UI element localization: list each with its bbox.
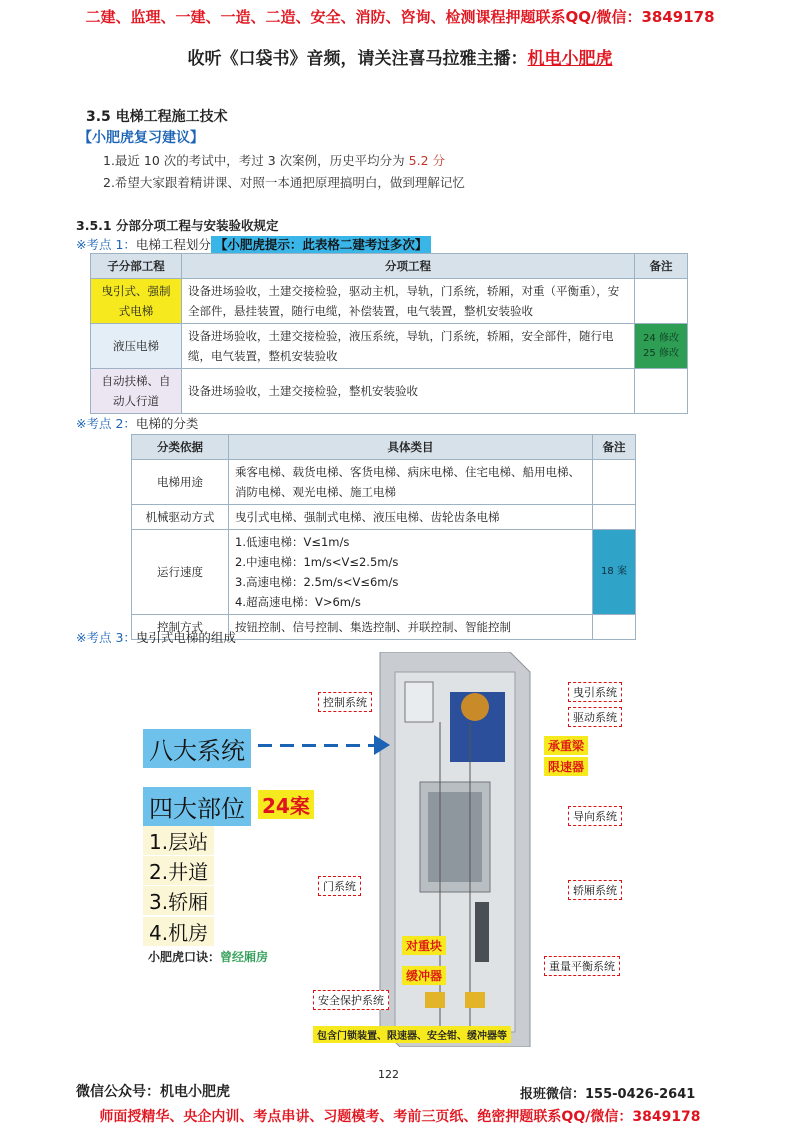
col-header: 子分部工程 — [91, 254, 182, 279]
tag-control: 控制系统 — [318, 692, 372, 712]
tip-line-1-text: 1.最近 10 次的考试中，考过 3 次案例，历史平均分为 — [103, 153, 409, 168]
row-items: 设备进场验收，土建交接检验，整机安装验收 — [182, 369, 635, 414]
audio-promo — [0, 44, 800, 69]
tip-line-2: 2.希望大家跟着精讲课、对照一本通把原理搞明白，做到理解记忆 — [103, 175, 465, 190]
row-note — [593, 460, 636, 505]
eight-systems-label: 八大系统 — [143, 729, 251, 768]
row-items: 设备进场验收，土建交接检验，液压系统，导轨，门系统，轿厢，安全部件，随行电缆，电气装置，整机安装验收 — [182, 324, 635, 369]
row-basis: 机械驱动方式 — [132, 505, 229, 530]
row-note: 24 修改 25 修改 — [635, 324, 688, 369]
buffer — [425, 992, 445, 1008]
bottom-ad-banner: 师面授精华、央企内训、考点串讲、习题模考、考前三页纸、绝密押题联系QQ/微信：3849178 — [99, 1109, 701, 1125]
row-name: 自动扶梯、自动人行道 — [91, 369, 182, 414]
audio-promo-text: 收听《口袋书》音频，请关注喜马拉雅主播： — [187, 49, 528, 69]
tip-heading: 【小肥虎复习建议】 — [78, 130, 204, 146]
tag-buffer: 缓冲器 — [402, 966, 446, 985]
table-row — [91, 279, 688, 324]
page-number: 122 — [378, 1068, 399, 1081]
arrow-head-icon — [374, 735, 390, 755]
top-ad-banner: 二建、监理、一建、一造、二造、安全、消防、咨询、检测课程押题联系QQ/微信：3849178 — [85, 8, 715, 26]
tag-guide: 导向系统 — [568, 806, 622, 826]
safety-note: 包含门锁装置、限速器、安全钳、缓冲器等 — [313, 1026, 511, 1043]
part-item: 4.机房 — [143, 917, 214, 946]
row-name: 曳引式、强制式电梯 — [91, 279, 182, 324]
row-items: 曳引式电梯、强制式电梯、液压电梯、齿轮齿条电梯 — [229, 505, 593, 530]
table-row — [132, 530, 636, 615]
speed-item: 3.高速电梯：2.5m/s<V≤6m/s — [235, 575, 399, 589]
part-item: 3.轿厢 — [143, 886, 214, 915]
kp1-star: ※考点 1： — [76, 237, 136, 252]
kp2-text: 电梯的分类 — [135, 416, 199, 431]
tag-safety: 安全保护系统 — [313, 990, 389, 1010]
subsection-title: 3.5.1 分部分项工程与安装验收规定 — [76, 218, 279, 233]
footer-wechat-account: 微信公众号：机电小肥虎 — [76, 1084, 230, 1100]
control-cabinet — [405, 682, 433, 722]
tag-door: 门系统 — [318, 876, 361, 896]
row-name: 液压电梯 — [91, 324, 182, 369]
buffer — [465, 992, 485, 1008]
mnemonic-label: 小肥虎口诀： — [148, 950, 221, 964]
car-door — [428, 792, 482, 882]
col-header: 分项工程 — [182, 254, 635, 279]
sheave — [461, 693, 489, 721]
kp2-heading — [76, 414, 198, 432]
four-parts-label: 四大部位 — [143, 787, 251, 826]
row-basis: 运行速度 — [132, 530, 229, 615]
row-items: 设备进场验收，土建交接检验，驱动主机，导轨，门系统，轿厢，对重（平衡重），安全部件，悬挂装置，随行电缆，补偿装置，电气装置，整机安装验收 — [182, 279, 635, 324]
case-badge: 24案 — [258, 790, 314, 819]
tip-score: 5.2 分 — [408, 153, 446, 168]
host-name: 机电小肥虎 — [527, 49, 613, 69]
row-note: 18 案 — [593, 530, 636, 615]
tag-balance: 重量平衡系统 — [544, 956, 620, 976]
table-row — [132, 460, 636, 505]
row-basis: 电梯用途 — [132, 460, 229, 505]
col-header: 具体类目 — [229, 435, 593, 460]
speed-item: 1.低速电梯：V≤1m/s — [235, 535, 350, 549]
row-note — [593, 505, 636, 530]
table-row — [132, 505, 636, 530]
mnemonic-text: 曾经厢房 — [220, 950, 269, 964]
division-table — [90, 253, 688, 414]
col-header: 分类依据 — [132, 435, 229, 460]
tip-line-1 — [103, 151, 445, 169]
row-note — [593, 615, 636, 640]
kp3-star: ※考点 3： — [76, 630, 136, 645]
row-note — [635, 369, 688, 414]
tag-governor: 限速器 — [544, 757, 588, 776]
part-item: 2.井道 — [143, 856, 214, 885]
kp2-star: ※考点 2： — [76, 416, 136, 431]
tag-traction: 曳引系统 — [568, 682, 622, 702]
speed-items — [229, 530, 593, 615]
arrow — [258, 744, 378, 747]
classification-table — [131, 434, 636, 640]
table-row — [91, 369, 688, 414]
row-note — [635, 279, 688, 324]
kp1-text: 电梯工程划分 — [135, 237, 211, 252]
part-item: 1.层站 — [143, 826, 214, 855]
col-header: 备注 — [593, 435, 636, 460]
row-items: 按钮控制、信号控制、集选控制、并联控制、智能控制 — [229, 615, 593, 640]
counterweight — [475, 902, 489, 962]
kp3-heading — [76, 628, 236, 646]
section-title: 3.5 电梯工程施工技术 — [86, 109, 228, 125]
tag-counterweight: 对重块 — [402, 936, 446, 955]
table-row — [91, 324, 688, 369]
speed-item: 4.超高速电梯：V>6m/s — [235, 595, 361, 609]
kp1-badge: 【小肥虎提示：此表格二建考过多次】 — [211, 236, 432, 253]
speed-item: 2.中速电梯：1m/s<V≤2.5m/s — [235, 555, 399, 569]
col-header: 备注 — [635, 254, 688, 279]
tag-drive: 驱动系统 — [568, 707, 622, 727]
row-items: 乘客电梯、载货电梯、客货电梯、病床电梯、住宅电梯、船用电梯、消防电梯、观光电梯、施工电梯 — [229, 460, 593, 505]
mnemonic — [148, 948, 268, 965]
row-basis: 控制方式 — [132, 615, 229, 640]
footer-signup: 报班微信：155-0426-2641 — [520, 1087, 696, 1102]
tag-beam: 承重梁 — [544, 736, 588, 755]
tag-car: 轿厢系统 — [568, 880, 622, 900]
kp1-heading — [76, 235, 431, 253]
kp3-text: 曳引式电梯的组成 — [135, 630, 236, 645]
